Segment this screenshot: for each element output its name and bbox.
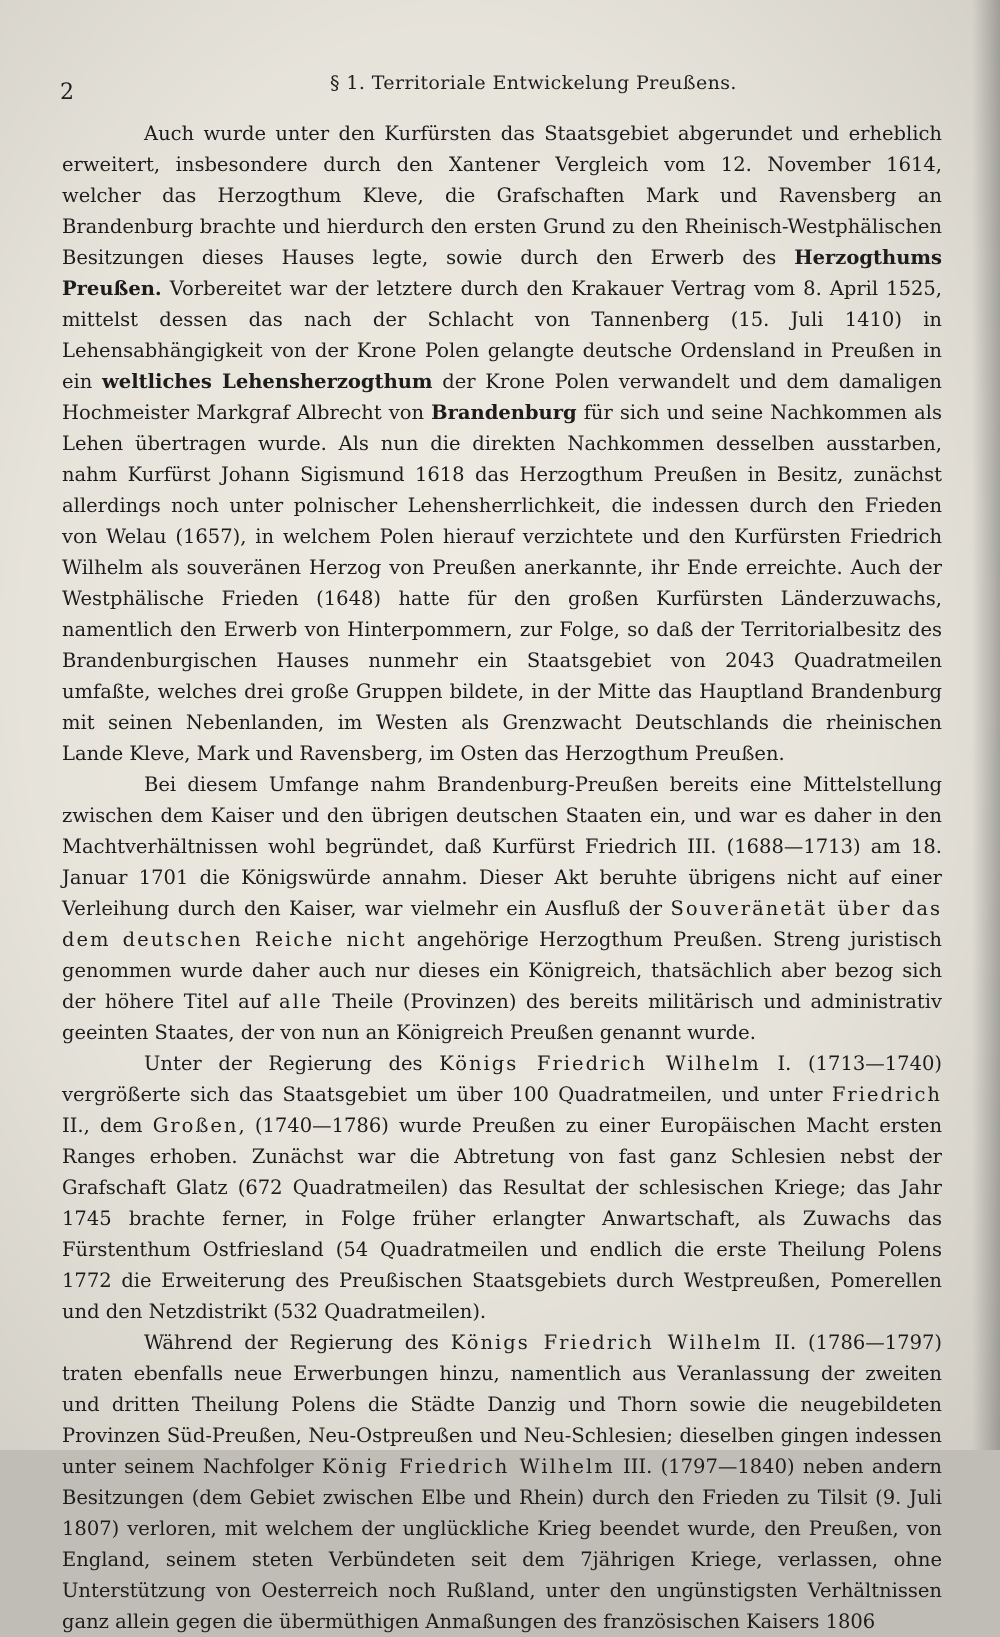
text-run: Theile (Provinzen) des bereits militärisch und administrativ geeinten Staates, der von nun an Königreich Preußen genannt wurde.: [62, 990, 943, 1044]
emphasis-bold: Brandenburg: [431, 401, 577, 424]
text-run: für sich und seine Nachkommen als Lehen übertragen wurde. Als nun die direkten Nachkommen desselben ausstarben, nahm Kurfürst Johann Sigismund 1618 das Herzogthum Preußen in Besitz, zunächst allerdings noch unter polnischer Lehensherrlichkeit, die indessen durch den Frieden von Welau (1657), in welchem Polen hierauf verzichtete und den Kurfürsten Friedrich Wilhelm als souveränen Herzog von Preußen anerkannte, ihr Ende erreichte. Auch der Westphälische Frieden (1648) hatte für den großen Kurfürsten Länderzuwachs, namentlich den Erwerb von Hinterpommern, zur Folge, so daß der Territorialbesitz des Brandenburgischen Hauses nunmehr ein Staatsgebiet von 2043 Quadratmeilen umfaßte, welches drei große Gruppen bildete, in der Mitte das Hauptland Brandenburg mit seinen Nebenlanden, im Westen als Grenzwacht Deutschlands die rheinischen Lande Kleve, Mark und Ravensberg, im Osten das Herzogthum Preußen.: [62, 401, 942, 765]
text-run: II., dem: [62, 1114, 153, 1137]
text-run: I. (1713—1740) vergrößerte sich das Staatsgebiet um über 100 Quadratmeilen, und unter: [62, 1052, 942, 1106]
emphasis-bold: weltliches Lehensherzogthum: [102, 370, 433, 393]
text-run: Auch wurde unter den Kurfürsten das Staatsgebiet abgerundet und erheblich erweitert, insbesondere durch den Xantener Vergleich vom 12. November 1614, welcher das Herzogthum Kleve, die Grafschaften Mark und Ravensberg an Brandenburg brachte und hierdurch den ersten Grund zu den Rheinisch-Westphälischen Besitzungen dieses Hauses legte, sowie durch den Erwerb des: [62, 122, 942, 269]
running-head: § 1. Territoriale Entwickelung Preußens.: [330, 72, 737, 94]
emphasis-spaced: König Friedrich Wilhelm: [321, 1455, 615, 1478]
emphasis-spaced: Königs Friedrich Wilhelm: [450, 1331, 763, 1354]
emphasis-bold: Herzogthums Preußen.: [62, 246, 942, 300]
text-run: , (1740—1786) wurde Preußen zu einer Europäischen Macht ersten Ranges erhoben. Zunächst war die Abtretung von fast ganz Schlesien nebst der Grafschaft Glatz (672 Quadratmeilen) das Resultat der schlesischen Kriege; das Jahr 1745 brachte ferner, in Folge früher erlangter Anwartschaft, als Zuwachs das Fürstenthum Ostfriesland (54 Quadratmeilen und endlich die erste Theilung Polens 1772 die Erweiterung des Preußischen Staatsgebiets durch Westpreußen, Pomerellen und den Netzdistrikt (532 Quadratmeilen).: [62, 1114, 943, 1323]
text-run: Während der Regierung des: [144, 1331, 451, 1354]
paragraph: [62, 1048, 942, 1327]
text-run: III. (1797—1840) neben andern Besitzungen (dem Gebiet zwischen Elbe und Rhein) durch den Frieden zu Tilsit (9. Juli 1807) verloren, mit welchem der unglückliche Krieg beendet wurde, den Preußen, von England, seinem steten Verbündeten seit dem 7jährigen Kriege, verlassen, ohne Unterstützung von Oesterreich noch Rußland, unter den ungünstigsten Verhältnissen ganz allein gegen die übermüthigen Anmaßungen des französischen Kaisers 1806: [62, 1455, 942, 1633]
emphasis-spaced: alle: [279, 990, 323, 1013]
text-run: angehörige Herzogthum Preußen. Streng juristisch genommen wurde daher auch nur dieses ein Königreich, thatsächlich aber bezog sich der höhere Titel auf: [62, 928, 942, 1013]
paragraph: [62, 118, 942, 769]
text-run: II. (1786—1797) traten ebenfalls neue Erwerbungen hinzu, namentlich aus Veranlassung der zweiten und dritten Theilung Polens die Städte Danzig und Thorn sowie die neugebildeten Provinzen Süd-Preußen, Neu-Ostpreußen und Neu-Schlesien; dieselben gingen indessen unter seinem Nachfolger: [62, 1331, 942, 1478]
paragraph: [62, 1327, 942, 1637]
body-text: [62, 118, 942, 1637]
emphasis-spaced: Königs Friedrich Wilhelm: [439, 1052, 761, 1075]
text-run: Bei diesem Umfange nahm Brandenburg-Preußen bereits eine Mittelstellung zwischen dem Kaiser und den übrigen deutschen Staaten ein, und war es daher in den Machtverhältnissen wohl begründet, daß Kurfürst Friedrich III. (1688—1713) am 18. Januar 1701 die Königswürde annahm. Dieser Akt beruhte übrigens nicht auf einer Verleihung durch den Kaiser, war vielmehr ein Ausfluß der: [62, 773, 942, 920]
text-run: der Krone Polen verwandelt und dem damaligen Hochmeister Markgraf Albrecht von: [62, 370, 942, 424]
emphasis-spaced: Souveränetät über das dem deutschen Reiche nicht: [62, 897, 942, 951]
emphasis-spaced: Friedrich: [831, 1083, 942, 1106]
page-header: [60, 72, 960, 106]
text-run: Vorbereitet war der letztere durch den Krakauer Vertrag vom 8. April 1525, mittelst dessen das nach der Schlacht von Tannenberg (15. Juli 1410) in Lehensabhängigkeit von der Krone Polen gelangte deutsche Ordensland in Preußen in ein: [62, 277, 942, 393]
paragraph: [62, 769, 942, 1048]
text-run: Unter der Regierung des: [144, 1052, 440, 1075]
page-number: 2: [60, 80, 74, 105]
emphasis-spaced: Großen: [152, 1114, 239, 1137]
page-edge-shadow: [972, 0, 1000, 1450]
